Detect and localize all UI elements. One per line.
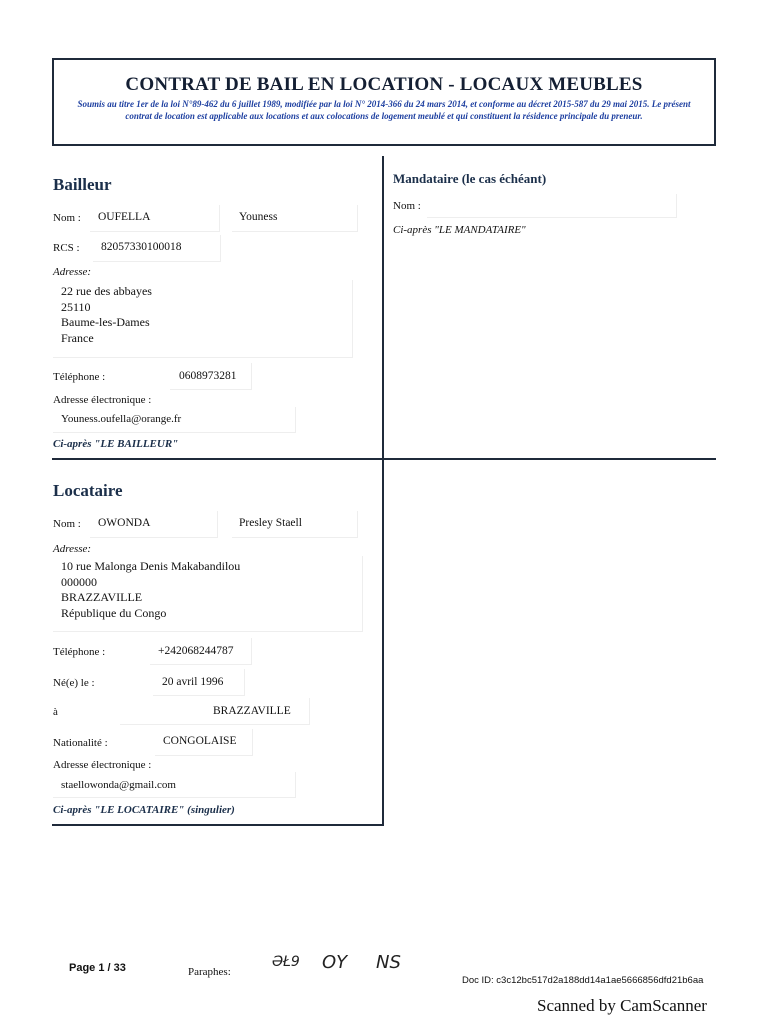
locataire-lieu-value: BRAZZAVILLE [213, 705, 291, 717]
initials-handwritten: OY [322, 952, 348, 973]
bailleur-email-label: Adresse électronique : [53, 394, 152, 406]
locataire-email-label: Adresse électronique : [53, 759, 152, 771]
locataire-prenom-value: Presley Staell [239, 517, 302, 529]
scanned-by-watermark: Scanned by CamScanner [537, 996, 707, 1015]
bailleur-nom-value: OUFELLA [98, 211, 151, 223]
locataire-nationalite-label: Nationalité : [53, 737, 108, 749]
bailleur-ci-apres: Ci-après "LE BAILLEUR" [53, 438, 179, 450]
locataire-nom-value: OWONDA [98, 517, 151, 529]
bailleur-title: Bailleur [53, 175, 112, 194]
locataire-email-value: staellowonda@gmail.com [61, 779, 176, 791]
locataire-adresse-line: 000000 [61, 574, 97, 589]
bailleur-email-value: Youness.oufella@orange.fr [61, 413, 182, 425]
bailleur-adresse-line: France [61, 330, 94, 345]
locataire-adresse [61, 559, 240, 621]
mandataire-title: Mandataire (le cas échéant) [393, 171, 547, 186]
doc-id: Doc ID: c3c12bc517d2a188dd14a1ae5666856dfd21b6aa [462, 975, 704, 986]
bailleur-nom-label: Nom : [53, 212, 81, 224]
initials-handwritten: ƏŁ9 [272, 954, 300, 970]
divider-vertical-top [382, 156, 384, 461]
locataire-telephone-value: +242068244787 [158, 645, 234, 657]
bailleur-telephone-label: Téléphone : [53, 371, 106, 383]
locataire-adresse-label: Adresse: [53, 543, 92, 555]
divider-horizontal-middle [52, 458, 716, 460]
bailleur-adresse-line: 22 rue des abbayes [61, 284, 152, 298]
bailleur-prenom-value: Youness [239, 211, 278, 223]
bailleur-adresse-label: Adresse: [53, 266, 92, 278]
bailleur-adresse-line: 25110 [61, 299, 91, 314]
divider-vertical-bottom [382, 458, 384, 826]
document-title: CONTRAT DE BAIL EN LOCATION - LOCAUX MEUBLES [125, 74, 643, 95]
locataire-lieu-label: à [53, 706, 58, 718]
mandataire-nom-label: Nom : [393, 200, 421, 212]
locataire-adresse-line: 10 rue Malonga Denis Makabandilou [61, 559, 241, 573]
locataire-naissance-label: Né(e) le : [53, 677, 95, 689]
mandataire-nom-field [427, 194, 677, 218]
bailleur-telephone-value: 0608973281 [179, 370, 237, 382]
locataire-nom-label: Nom : [53, 518, 81, 530]
bailleur-rcs-label: RCS : [53, 242, 80, 254]
bailleur-adresse [61, 284, 152, 346]
locataire-adresse-line: BRAZZAVILLE [61, 590, 143, 604]
divider-horizontal-bottom [52, 824, 384, 826]
document-subtitle: Soumis au titre 1er de la loi N°89-462 du 6 juillet 1989, modifiée par la loi N° 2014-366 du 24 mars 2014, et conforme au décret 2015-587 du 29 mai 2015. Le présent contrat de location est applicable aux locations et aux colocations de logement meublé et qui constituent la résidence principale du preneur. [77, 99, 691, 121]
bailleur-adresse-line: Baume-les-Dames [61, 315, 150, 329]
initials-handwritten: NS [376, 952, 401, 973]
bailleur-rcs-value: 82057330100018 [101, 241, 182, 253]
locataire-naissance-value: 20 avril 1996 [162, 676, 224, 688]
header-box [52, 58, 716, 146]
locataire-nationalite-value: CONGOLAISE [163, 735, 237, 747]
locataire-title: Locataire [53, 481, 123, 500]
page-number: Page 1 / 33 [69, 962, 126, 974]
locataire-telephone-label: Téléphone : [53, 646, 106, 658]
locataire-ci-apres: Ci-après "LE LOCATAIRE" (singulier) [53, 804, 235, 816]
mandataire-ci-apres: Ci-après "LE MANDATAIRE" [393, 224, 526, 236]
locataire-adresse-line: République du Congo [61, 605, 167, 620]
paraphes-label: Paraphes: [188, 966, 231, 978]
